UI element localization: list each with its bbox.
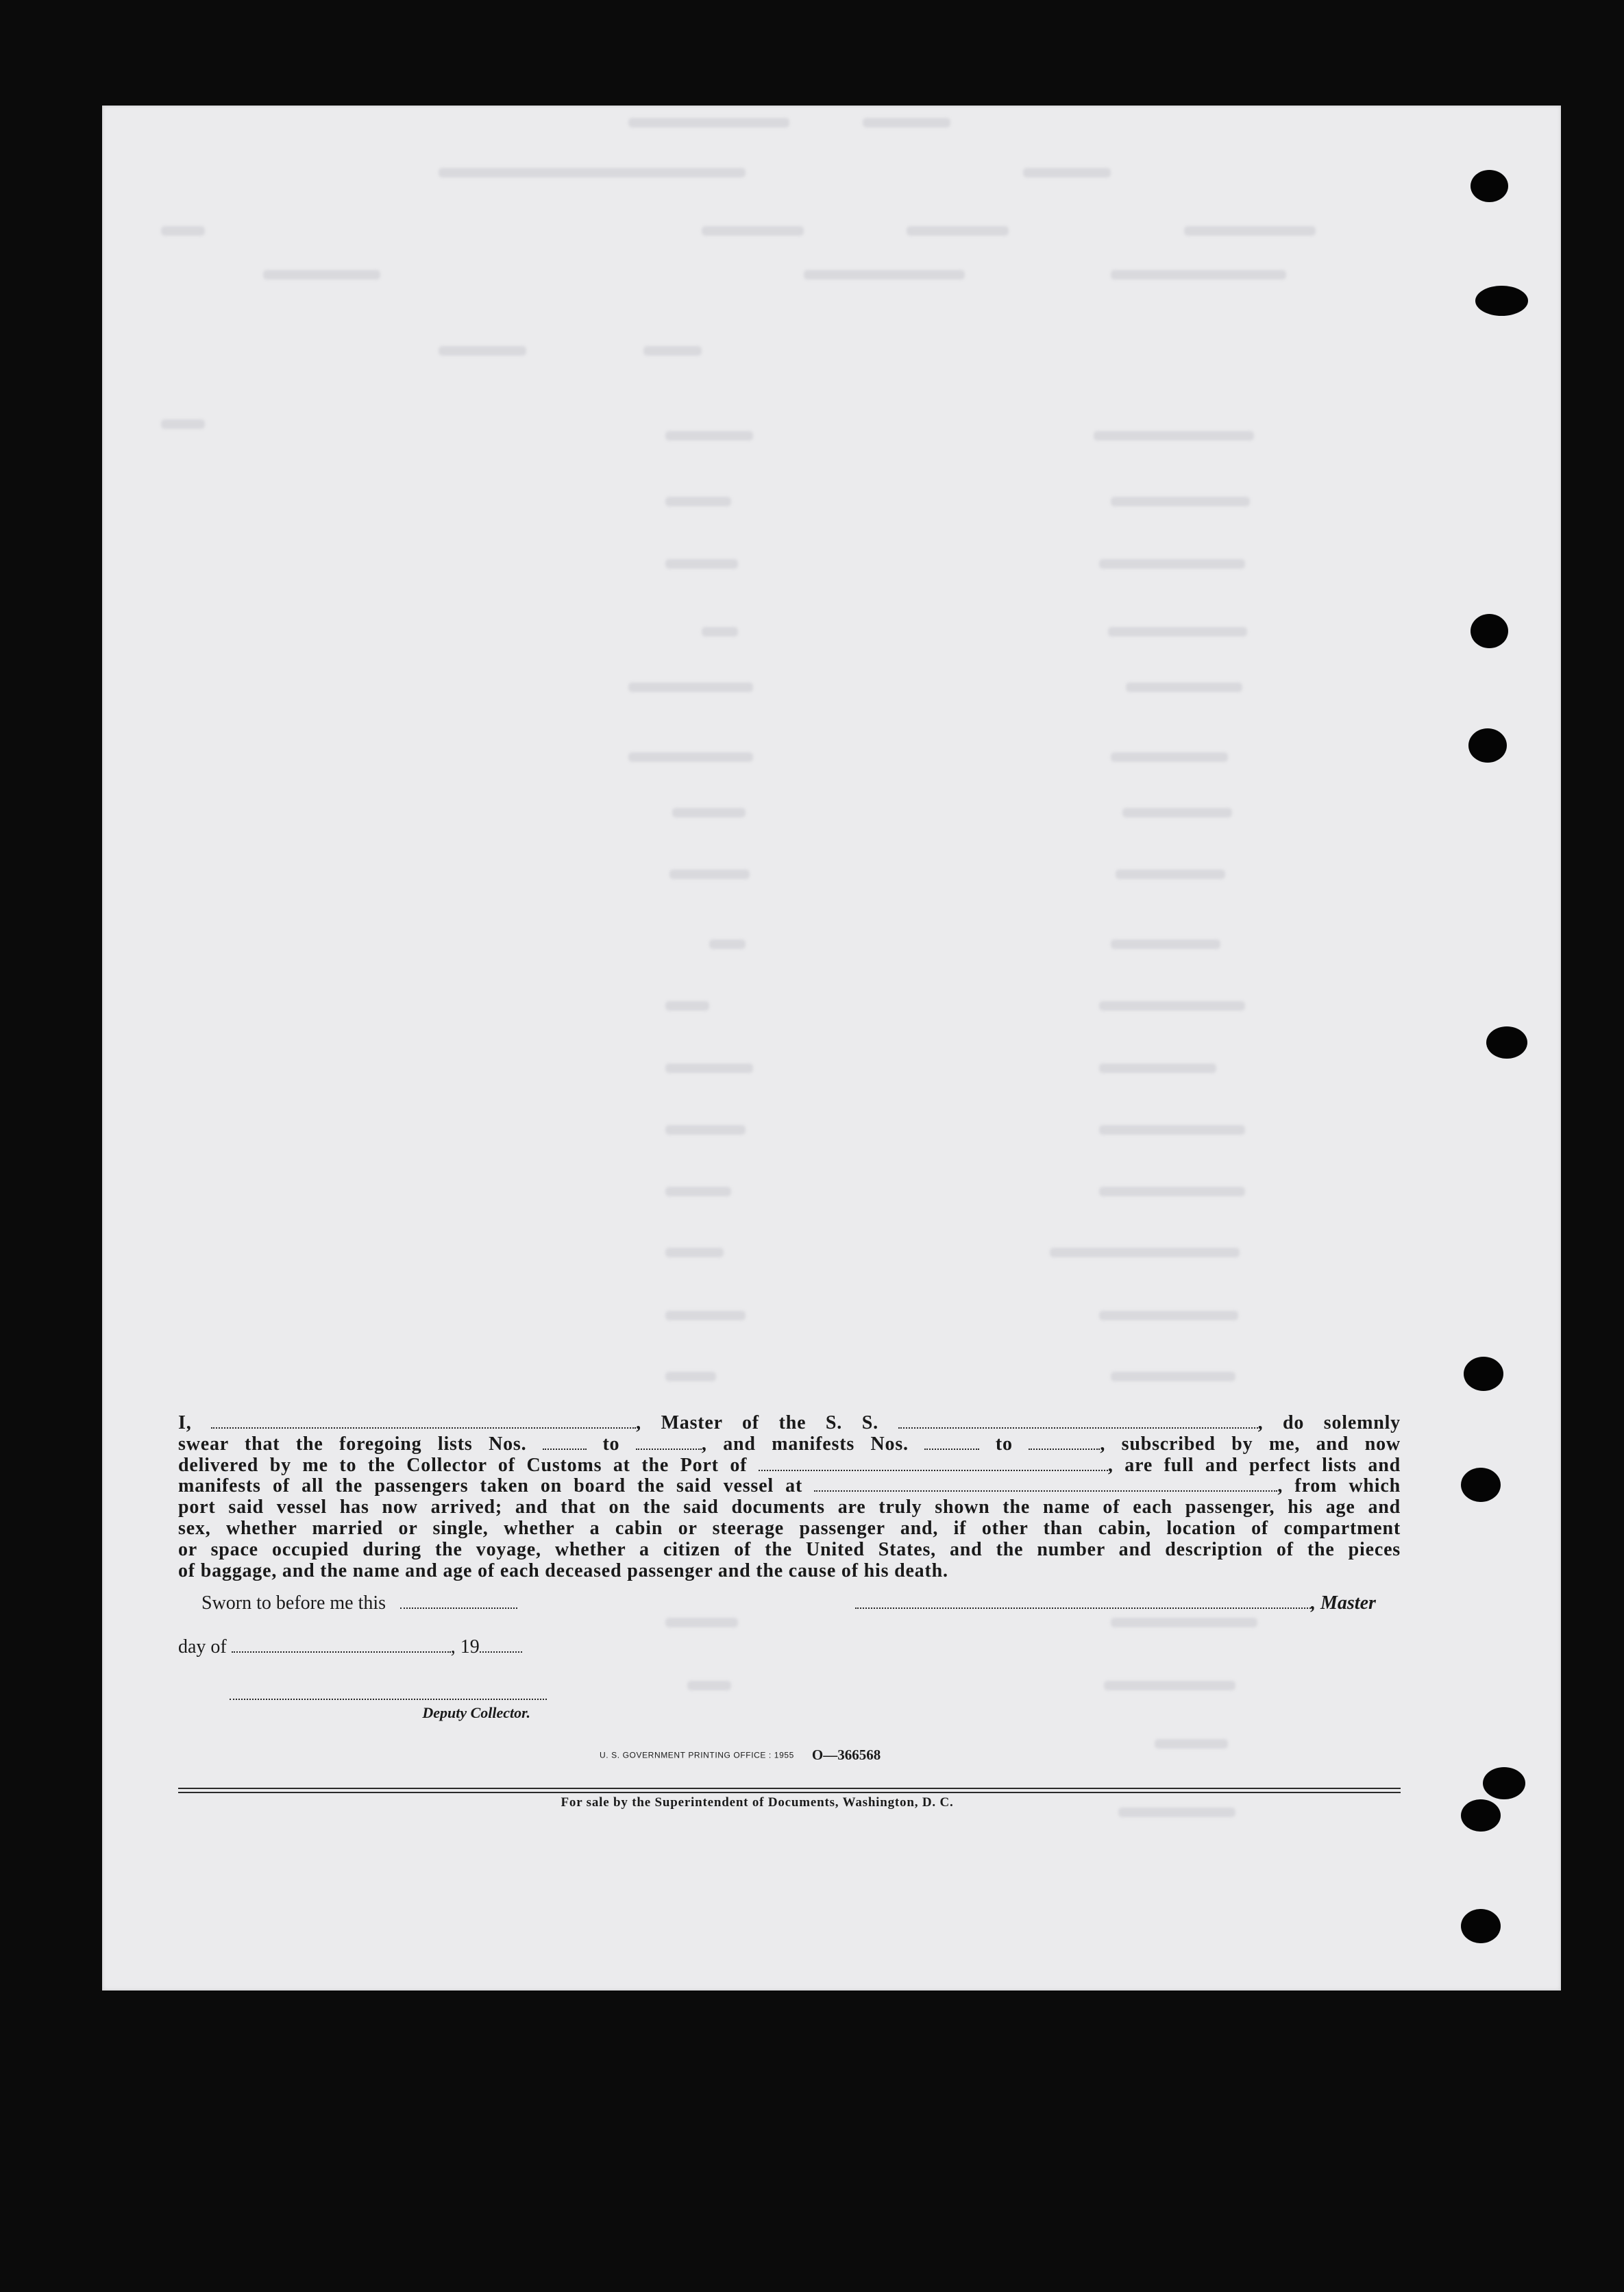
bleed-through-mark [1111, 752, 1228, 762]
bleed-through-text [102, 106, 1561, 1991]
bleed-through-mark [1111, 1372, 1235, 1381]
bleed-through-mark [665, 1372, 717, 1381]
bleed-through-mark [161, 226, 205, 236]
blank-vessel-name [898, 1427, 1258, 1429]
bleed-through-mark [1099, 1125, 1245, 1135]
bleed-through-mark [669, 870, 750, 879]
oath-text: , are full and perfect lists and [1107, 1454, 1401, 1476]
blank-arrival-port [759, 1470, 1108, 1471]
oath-line: of baggage, and the name and age of each deceased passenger and the cause of his death. [178, 1560, 948, 1581]
punch-hole [1461, 1909, 1501, 1943]
oath-text: , do solemnly [1257, 1412, 1401, 1433]
bleed-through-mark [702, 627, 738, 637]
deputy-collector-label: Deputy Collector. [422, 1704, 530, 1721]
bleed-through-mark [1094, 431, 1255, 441]
bleed-through-mark [1116, 870, 1225, 879]
bleed-through-mark [1099, 1187, 1245, 1196]
printing-office-imprint [600, 1746, 881, 1764]
bleed-through-mark [1023, 168, 1111, 177]
bleed-through-mark [665, 1248, 724, 1257]
footer-rule [178, 1792, 1401, 1793]
blank-departure-port [814, 1490, 1277, 1492]
punch-hole [1471, 614, 1508, 648]
punch-hole [1486, 1026, 1527, 1059]
punch-hole [1475, 286, 1528, 316]
blank-sworn-day [400, 1607, 517, 1609]
bleed-through-mark [439, 168, 746, 177]
bleed-through-mark [1126, 682, 1243, 692]
oath-text: manifests of all the passengers taken on board the said vessel at [178, 1475, 803, 1497]
bleed-through-mark [1118, 1808, 1235, 1817]
footer-rule [178, 1788, 1401, 1789]
oath-text: I, [178, 1412, 192, 1433]
bleed-through-mark [665, 1001, 709, 1011]
bleed-through-mark [709, 939, 746, 949]
bleed-through-mark [1155, 1739, 1228, 1749]
oath-line: port said vessel has now arrived; and that on the said documents are truly shown the name of each passenger, his age and [178, 1496, 1401, 1518]
bleed-through-mark [1099, 559, 1245, 569]
bleed-through-mark [643, 346, 702, 356]
blank-manifests-to [1029, 1449, 1100, 1450]
sworn-statement [201, 1592, 517, 1614]
oath-line: or space occupied during the voyage, whether a citizen of the United States, and the number and description of the pieces [178, 1538, 1401, 1560]
oath-text: , Master of the S. S. [636, 1412, 878, 1433]
bleed-through-mark [1099, 1311, 1238, 1320]
bleed-through-mark [1108, 627, 1247, 637]
punch-hole [1471, 170, 1508, 202]
oath-text: delivered by me to the Collector of Customs at the Port of [178, 1454, 748, 1476]
bleed-through-mark [1104, 1681, 1235, 1690]
bleed-through-mark [665, 1063, 753, 1073]
punch-hole [1461, 1468, 1501, 1502]
bleed-through-mark [1184, 226, 1316, 236]
master-signature [855, 1592, 1376, 1614]
oath-text: , and manifests Nos. [701, 1433, 909, 1455]
oath-text: , from which [1277, 1475, 1401, 1497]
oath-text: to [995, 1433, 1013, 1455]
oath-line: sex, whether married or single, whether a cabin or steerage passenger and, if other than cabin, location of compartment [178, 1517, 1401, 1539]
oath-text: , subscribed by me, and now [1100, 1433, 1401, 1455]
bleed-through-mark [665, 1187, 731, 1196]
bleed-through-mark [1099, 1001, 1245, 1011]
sworn-label: Sworn to before me this [201, 1592, 386, 1614]
bleed-through-mark [263, 270, 380, 280]
bleed-through-mark [1050, 1248, 1240, 1257]
bleed-through-mark [665, 1125, 746, 1135]
oath-line [178, 1455, 1401, 1477]
year-prefix: , 19 [450, 1636, 480, 1658]
print-number: O—366568 [811, 1747, 881, 1764]
bleed-through-mark [628, 118, 789, 127]
blank-manifests-from [924, 1449, 979, 1450]
master-oath [178, 1413, 1401, 1581]
blank-lists-to [636, 1449, 702, 1450]
bleed-through-mark [665, 431, 753, 441]
bleed-through-mark [1122, 808, 1232, 817]
bleed-through-mark [863, 118, 950, 127]
bleed-through-mark [161, 419, 205, 429]
bleed-through-mark [1111, 1618, 1257, 1627]
manifest-page [102, 106, 1561, 1991]
bleed-through-mark [907, 226, 1009, 236]
punch-hole [1461, 1799, 1501, 1832]
punch-hole [1464, 1357, 1503, 1391]
blank-month [232, 1651, 451, 1653]
bleed-through-mark [665, 1618, 739, 1627]
oath-text: swear that the foregoing lists Nos. [178, 1433, 527, 1455]
punch-hole [1468, 728, 1507, 763]
bleed-through-mark [1099, 1063, 1216, 1073]
blank-master-name [211, 1427, 636, 1429]
day-of-label: day of [178, 1636, 227, 1658]
oath-line [178, 1413, 1401, 1434]
bleed-through-mark [628, 752, 752, 762]
master-label: , Master [1311, 1592, 1376, 1614]
punch-hole [1483, 1767, 1525, 1799]
oath-line [178, 1476, 1401, 1497]
bleed-through-mark [1111, 270, 1286, 280]
blank-lists-from [543, 1449, 587, 1450]
bleed-through-mark [687, 1681, 731, 1690]
bleed-through-mark [1111, 497, 1250, 506]
deputy-signature-line [230, 1699, 547, 1700]
oath-line [178, 1434, 1401, 1455]
bleed-through-mark [1111, 939, 1220, 949]
oath-text: to [602, 1433, 620, 1455]
blank-master-signature [855, 1607, 1311, 1609]
blank-year [480, 1651, 522, 1653]
bleed-through-mark [439, 346, 526, 356]
bleed-through-mark [665, 497, 731, 506]
bleed-through-mark [804, 270, 965, 280]
bleed-through-mark [665, 1311, 746, 1320]
bleed-through-mark [665, 559, 739, 569]
bleed-through-mark [672, 808, 746, 817]
bleed-through-mark [628, 682, 752, 692]
sworn-date [178, 1636, 522, 1658]
printing-office-text: U. S. GOVERNMENT PRINTING OFFICE : 1955 [600, 1750, 794, 1760]
bleed-through-mark [702, 226, 804, 236]
sale-notice: For sale by the Superintendent of Documents, Washington, D. C. [561, 1795, 954, 1810]
